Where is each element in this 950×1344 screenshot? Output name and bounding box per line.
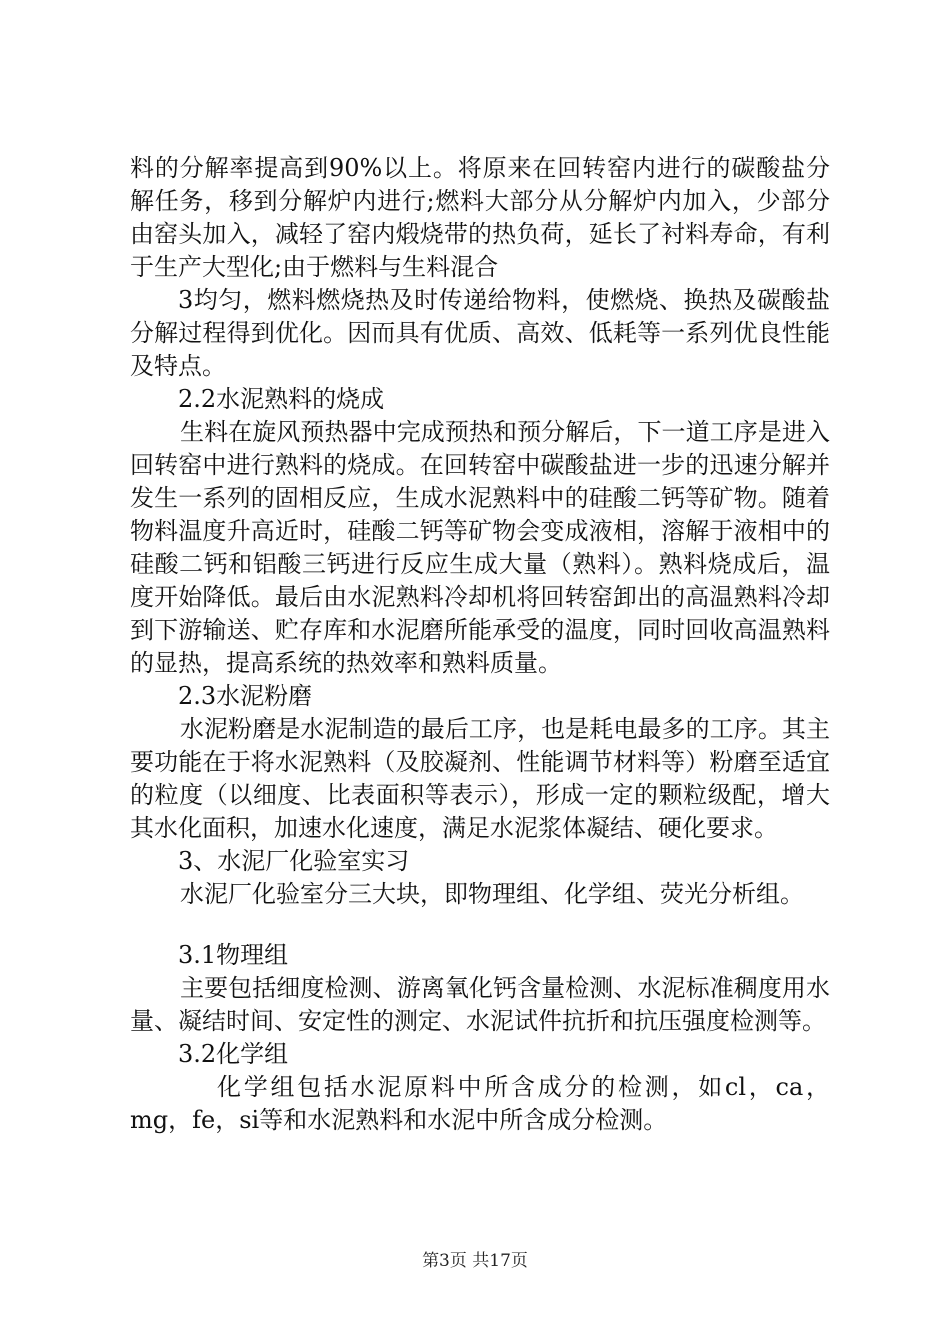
paragraph-physics-group: 主要包括细度检测、游离氧化钙含量检测、水泥标准稠度用水量、凝结时间、安定性的测定、水泥试件抗折和抗压强度检测等。	[130, 974, 830, 1035]
paragraph-mixing-uniform: 3均匀，燃料燃烧热及时传递给物料，使燃烧、换热及碳酸盐分解过程得到优化。因而具有优质、高效、低耗等一系列优良性能及特点。	[130, 286, 830, 380]
page-number-footer: 第3页 共17页	[422, 1251, 528, 1271]
paragraph-chemistry-group: 化学组包括水泥原料中所含成分的检测，如cl，ca，mg，fe，si等和水泥熟料和水泥中所含成分检测。	[130, 1073, 830, 1134]
paragraph-clinker-burning: 生料在旋风预热器中完成预热和预分解后，下一道工序是进入回转窑中进行熟料的烧成。在回转窑中碳酸盐进一步的迅速分解并发生一系列的固相反应，生成水泥熟料中的硅酸二钙等矿物。随着物料温度升高近时，硅酸二钙等矿物会变成液相，溶解于液相中的硅酸二钙和铝酸三钙进行反应生成大量（熟料）。熟料烧成后，温度开始降低。最后由水泥熟料冷却机将回转窑卸出的高温熟料冷却到下游输送、贮存库和水泥磨所能承受的温度，同时回收高温熟料的显热，提高系统的热效率和熟料质量。	[130, 418, 830, 677]
heading-3: 3、水泥厂化验室实习	[178, 847, 410, 875]
paragraph-cement-grinding: 水泥粉磨是水泥制造的最后工序，也是耗电最多的工序。其主要功能在于将水泥熟料（及胶凝剂、性能调节材料等）粉磨至适宜的粒度（以细度、比表面积等表示），形成一定的颗粒级配，增大其水化面积，加速水化速度，满足水泥浆体凝结、硬化要求。	[130, 715, 830, 842]
heading-2-2: 2.2水泥熟料的烧成	[178, 385, 385, 413]
blank-line	[130, 911, 830, 939]
paragraph-lab-overview: 水泥厂化验室分三大块，即物理组、化学组、荧光分析组。	[180, 880, 804, 908]
heading-2-3: 2.3水泥粉磨	[178, 682, 313, 710]
heading-3-2: 3.2化学组	[178, 1040, 289, 1068]
heading-3-1: 3.1物理组	[178, 941, 289, 969]
paragraph-clinker-decomposition: 料的分解率提高到90%以上。将原来在回转窑内进行的碳酸盐分解任务，移到分解炉内进行;燃料大部分从分解炉内加入，少部分由窑头加入，减轻了窑内煅烧带的热负荷，延长了衬料寿命，有利于生产大型化;由于燃料与生料混合	[130, 154, 830, 281]
document-body	[130, 152, 830, 1137]
